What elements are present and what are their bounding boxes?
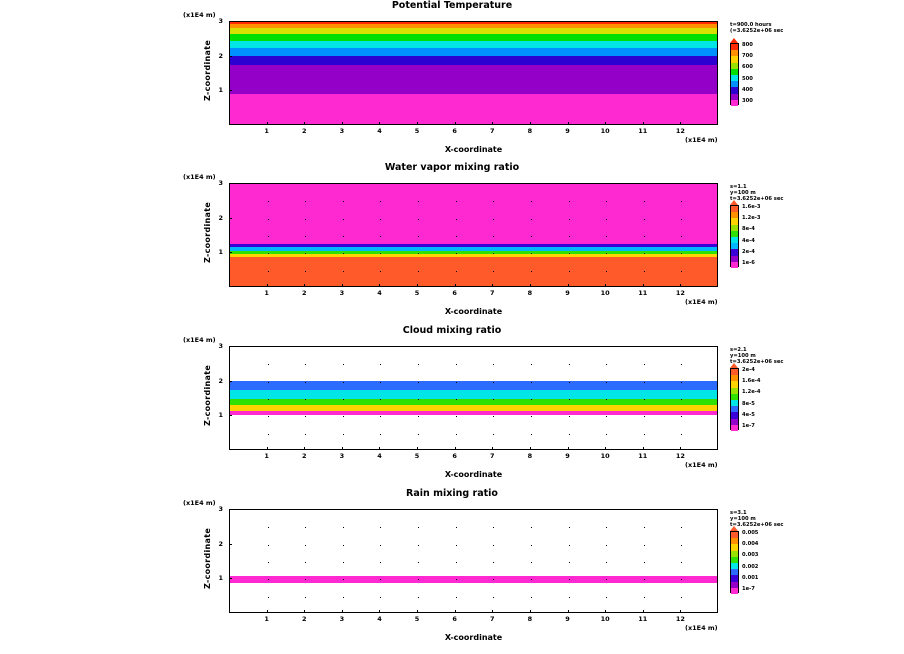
y-tick-label: 1 [218, 248, 223, 257]
x-tick-label: 1 [264, 289, 269, 297]
x-tick-label: 5 [414, 615, 420, 623]
x-tick-mark [568, 447, 569, 450]
y-tick-mark [229, 56, 232, 57]
y-tick-label: 2 [218, 51, 223, 60]
x-tick-label: 6 [452, 452, 457, 460]
y-tick-label: 1 [218, 574, 223, 583]
chart-title-2: Cloud mixing ratio [402, 325, 502, 336]
z-unit-label: (x1E4 m) [183, 499, 216, 507]
x-tick-mark [455, 284, 456, 287]
z-unit-label: (x1E4 m) [183, 11, 216, 19]
x-tick-label: 4 [377, 615, 382, 623]
plot-annotation: (=3.6252e+06 sec [730, 28, 784, 34]
x-tick-label: 4 [377, 289, 382, 297]
x-tick-label: 4 [377, 452, 382, 460]
x-tick-mark [267, 284, 268, 287]
x-tick-mark [680, 122, 681, 125]
colorbar-label: 2e-4 [742, 367, 755, 373]
colorbar-label: 700 [742, 53, 753, 60]
x-tick-label: 2 [301, 452, 307, 460]
plot-annotation: s=2.1 [730, 347, 747, 353]
colorbar-label: 1e-7 [742, 423, 755, 429]
colorbar-label: 8e-5 [742, 400, 755, 407]
colorbar-top-arrow [730, 363, 738, 368]
x-tick-label: 11 [638, 289, 648, 297]
y-tick-mark [229, 415, 232, 416]
y-tick-mark [229, 90, 232, 91]
x-tick-label: 3 [339, 127, 345, 135]
colorbar-label: 1e-7 [742, 586, 755, 592]
x-tick-label: 7 [490, 452, 495, 460]
x-tick-mark [492, 284, 493, 287]
chart-panel [0, 0, 904, 160]
colorbar-label: 1e-6 [742, 260, 755, 266]
data-layers [230, 510, 717, 612]
x-tick-mark [417, 610, 418, 613]
x-tick-label: 2 [301, 615, 307, 623]
x-unit-label: (x1E4 m) [685, 298, 718, 306]
colorbar-segment [731, 100, 738, 107]
chart-panel [0, 162, 904, 322]
data-layers [230, 347, 717, 449]
y-axis-title: Z-coordinate [203, 201, 212, 263]
data-band [230, 93, 717, 125]
y-tick-mark [229, 183, 232, 184]
colorbar-0 [730, 43, 739, 105]
plot-area-2 [229, 346, 718, 450]
chart-panel [0, 325, 904, 485]
x-tick-mark [530, 447, 531, 450]
data-layers [230, 184, 717, 286]
x-tick-mark [492, 122, 493, 125]
colorbar-top-arrow [730, 526, 738, 531]
x-tick-mark [568, 610, 569, 613]
plot-area-0 [229, 21, 718, 125]
x-tick-mark [492, 610, 493, 613]
plot-annotation: t=900.0 hours [730, 22, 772, 28]
colorbar-label: 300 [742, 98, 753, 104]
x-tick-label: 1 [264, 127, 269, 135]
x-tick-mark [342, 610, 343, 613]
x-tick-label: 11 [638, 127, 648, 135]
plot-area-1 [229, 183, 718, 287]
x-tick-mark [680, 284, 681, 287]
data-layers [230, 22, 717, 124]
x-tick-label: 8 [527, 452, 533, 460]
colorbar-label: 0.001 [742, 574, 759, 581]
x-tick-label: 10 [600, 289, 610, 297]
x-tick-mark [342, 284, 343, 287]
colorbar-label: 0.002 [742, 563, 759, 570]
y-tick-label: 3 [218, 342, 223, 350]
x-tick-label: 3 [339, 615, 345, 623]
x-tick-mark [304, 122, 305, 125]
data-band [230, 398, 717, 405]
colorbar-label: 4e-5 [742, 411, 755, 418]
x-unit-label: (x1E4 m) [685, 136, 718, 144]
data-band [230, 55, 717, 65]
x-tick-label: 7 [490, 615, 495, 623]
chart-title-0: Potential Temperature [391, 0, 513, 11]
y-tick-label: 1 [218, 411, 223, 420]
plot-annotation: y=100 m [730, 516, 756, 522]
colorbar-1 [730, 205, 739, 267]
x-tick-mark [643, 447, 644, 450]
chart-title-3: Rain mixing ratio [406, 488, 498, 499]
x-tick-mark [417, 122, 418, 125]
data-band [230, 28, 717, 35]
x-axis-title: X-coordinate [444, 145, 503, 154]
y-tick-mark [229, 346, 232, 347]
plot-annotation: t=3.6252e+06 sec [730, 196, 784, 202]
y-axis-title: Z-coordinate [203, 364, 212, 426]
x-tick-mark [605, 610, 606, 613]
x-tick-mark [342, 122, 343, 125]
colorbar-label: 400 [742, 86, 753, 93]
colorbar-label: 600 [742, 64, 753, 71]
x-tick-mark [680, 610, 681, 613]
x-tick-mark [568, 122, 569, 125]
x-tick-mark [492, 447, 493, 450]
z-unit-label: (x1E4 m) [183, 173, 216, 181]
x-tick-label: 4 [377, 127, 382, 135]
colorbar-label: 0.004 [742, 541, 759, 548]
x-tick-label: 7 [490, 127, 495, 135]
x-tick-mark [379, 447, 380, 450]
colorbar-segment [731, 262, 738, 269]
x-axis-title: X-coordinate [444, 470, 503, 479]
data-band [230, 184, 717, 244]
x-tick-mark [643, 122, 644, 125]
colorbar-label: 500 [742, 75, 753, 82]
x-tick-mark [455, 610, 456, 613]
x-tick-mark [455, 122, 456, 125]
data-band [230, 243, 717, 247]
data-band [230, 256, 717, 287]
plot-annotation: y=100 m [730, 353, 756, 359]
x-tick-label: 6 [452, 289, 457, 297]
data-band [230, 24, 717, 28]
data-band [230, 347, 717, 381]
x-tick-label: 9 [565, 452, 570, 460]
x-tick-mark [342, 447, 343, 450]
x-axis-title: X-coordinate [444, 633, 503, 642]
y-tick-label: 2 [218, 213, 223, 222]
x-tick-mark [379, 122, 380, 125]
y-tick-label: 3 [218, 17, 223, 25]
x-tick-label: 6 [452, 615, 457, 623]
data-band [230, 246, 717, 251]
x-tick-mark [417, 284, 418, 287]
chart-panel [0, 488, 904, 648]
plot-annotation: t=3.6252e+06 sec [730, 522, 784, 528]
colorbar-label: 1.2e-3 [742, 215, 761, 222]
chart-title-1: Water vapor mixing ratio [384, 162, 520, 173]
data-band [230, 582, 717, 613]
x-tick-label: 11 [638, 452, 648, 460]
x-tick-label: 12 [675, 615, 685, 623]
data-band [230, 576, 717, 583]
x-tick-mark [643, 610, 644, 613]
x-tick-mark [417, 447, 418, 450]
data-band [230, 34, 717, 41]
x-tick-label: 9 [565, 615, 570, 623]
data-band [230, 22, 717, 24]
colorbar-label: 8e-4 [742, 226, 755, 233]
x-tick-label: 5 [414, 452, 420, 460]
x-tick-label: 10 [600, 127, 610, 135]
x-tick-label: 7 [490, 289, 495, 297]
colorbar-label: 0.005 [742, 530, 759, 536]
data-band [230, 380, 717, 390]
y-tick-mark [229, 578, 232, 579]
x-tick-mark [680, 447, 681, 450]
x-tick-label: 6 [452, 127, 457, 135]
x-tick-label: 5 [414, 289, 420, 297]
data-band [230, 415, 717, 450]
data-band [230, 405, 717, 411]
x-tick-mark [379, 284, 380, 287]
y-tick-mark [229, 21, 232, 22]
colorbar-top-arrow [730, 200, 738, 205]
x-unit-label: (x1E4 m) [685, 624, 718, 632]
x-tick-label: 3 [339, 452, 345, 460]
x-tick-mark [530, 284, 531, 287]
y-tick-label: 3 [218, 505, 223, 513]
colorbar-segment [731, 425, 738, 432]
y-tick-mark [229, 381, 232, 382]
plot-annotation: y=100 m [730, 190, 756, 196]
x-tick-mark [605, 122, 606, 125]
colorbar-3 [730, 531, 739, 593]
data-band [230, 64, 717, 93]
x-tick-mark [304, 610, 305, 613]
data-band [230, 389, 717, 399]
x-tick-label: 9 [565, 127, 570, 135]
y-tick-mark [229, 218, 232, 219]
x-tick-mark [568, 284, 569, 287]
x-tick-mark [605, 447, 606, 450]
colorbar-label: 2e-4 [742, 248, 755, 255]
x-tick-mark [530, 610, 531, 613]
x-tick-mark [530, 122, 531, 125]
data-band [230, 410, 717, 415]
colorbar-segment [731, 588, 738, 595]
y-tick-label: 2 [218, 539, 223, 548]
y-tick-mark [229, 509, 232, 510]
x-tick-label: 3 [339, 289, 345, 297]
x-tick-label: 2 [301, 127, 307, 135]
x-unit-label: (x1E4 m) [685, 461, 718, 469]
x-tick-mark [379, 610, 380, 613]
colorbar-top-arrow [730, 38, 738, 43]
y-tick-mark [229, 252, 232, 253]
y-axis-title: Z-coordinate [203, 39, 212, 101]
y-tick-label: 3 [218, 179, 223, 187]
x-tick-label: 10 [600, 452, 610, 460]
x-tick-label: 12 [675, 127, 685, 135]
x-tick-label: 10 [600, 615, 610, 623]
x-tick-label: 9 [565, 289, 570, 297]
x-tick-mark [304, 447, 305, 450]
x-tick-mark [304, 284, 305, 287]
x-tick-label: 5 [414, 127, 420, 135]
plot-annotation: s=3.1 [730, 510, 747, 516]
colorbar-label: 1.2e-4 [742, 389, 761, 396]
x-tick-label: 2 [301, 289, 307, 297]
x-tick-mark [643, 284, 644, 287]
x-tick-label: 11 [638, 615, 648, 623]
data-band [230, 40, 717, 48]
x-tick-label: 8 [527, 127, 533, 135]
colorbar-label: 1.6e-3 [742, 204, 761, 210]
x-tick-label: 8 [527, 615, 533, 623]
y-axis-title: Z-coordinate [203, 527, 212, 589]
data-band [230, 47, 717, 56]
x-tick-label: 1 [264, 615, 269, 623]
plot-area-3 [229, 509, 718, 613]
colorbar-label: 800 [742, 42, 753, 48]
data-band [230, 510, 717, 576]
y-tick-label: 1 [218, 86, 223, 95]
colorbar-label: 1.6e-4 [742, 378, 761, 385]
plot-annotation: s=1.1 [730, 184, 747, 190]
colorbar-2 [730, 368, 739, 430]
x-tick-label: 12 [675, 289, 685, 297]
x-tick-label: 12 [675, 452, 685, 460]
x-tick-mark [267, 122, 268, 125]
x-tick-mark [455, 447, 456, 450]
x-tick-mark [267, 447, 268, 450]
y-tick-mark [229, 544, 232, 545]
x-tick-label: 8 [527, 289, 533, 297]
plot-annotation: t=3.6252e+06 sec [730, 359, 784, 365]
x-tick-mark [605, 284, 606, 287]
x-tick-mark [267, 610, 268, 613]
y-tick-label: 2 [218, 376, 223, 385]
x-axis-title: X-coordinate [444, 307, 503, 316]
colorbar-label: 4e-4 [742, 237, 755, 244]
colorbar-label: 0.003 [742, 552, 759, 559]
x-tick-label: 1 [264, 452, 269, 460]
z-unit-label: (x1E4 m) [183, 336, 216, 344]
